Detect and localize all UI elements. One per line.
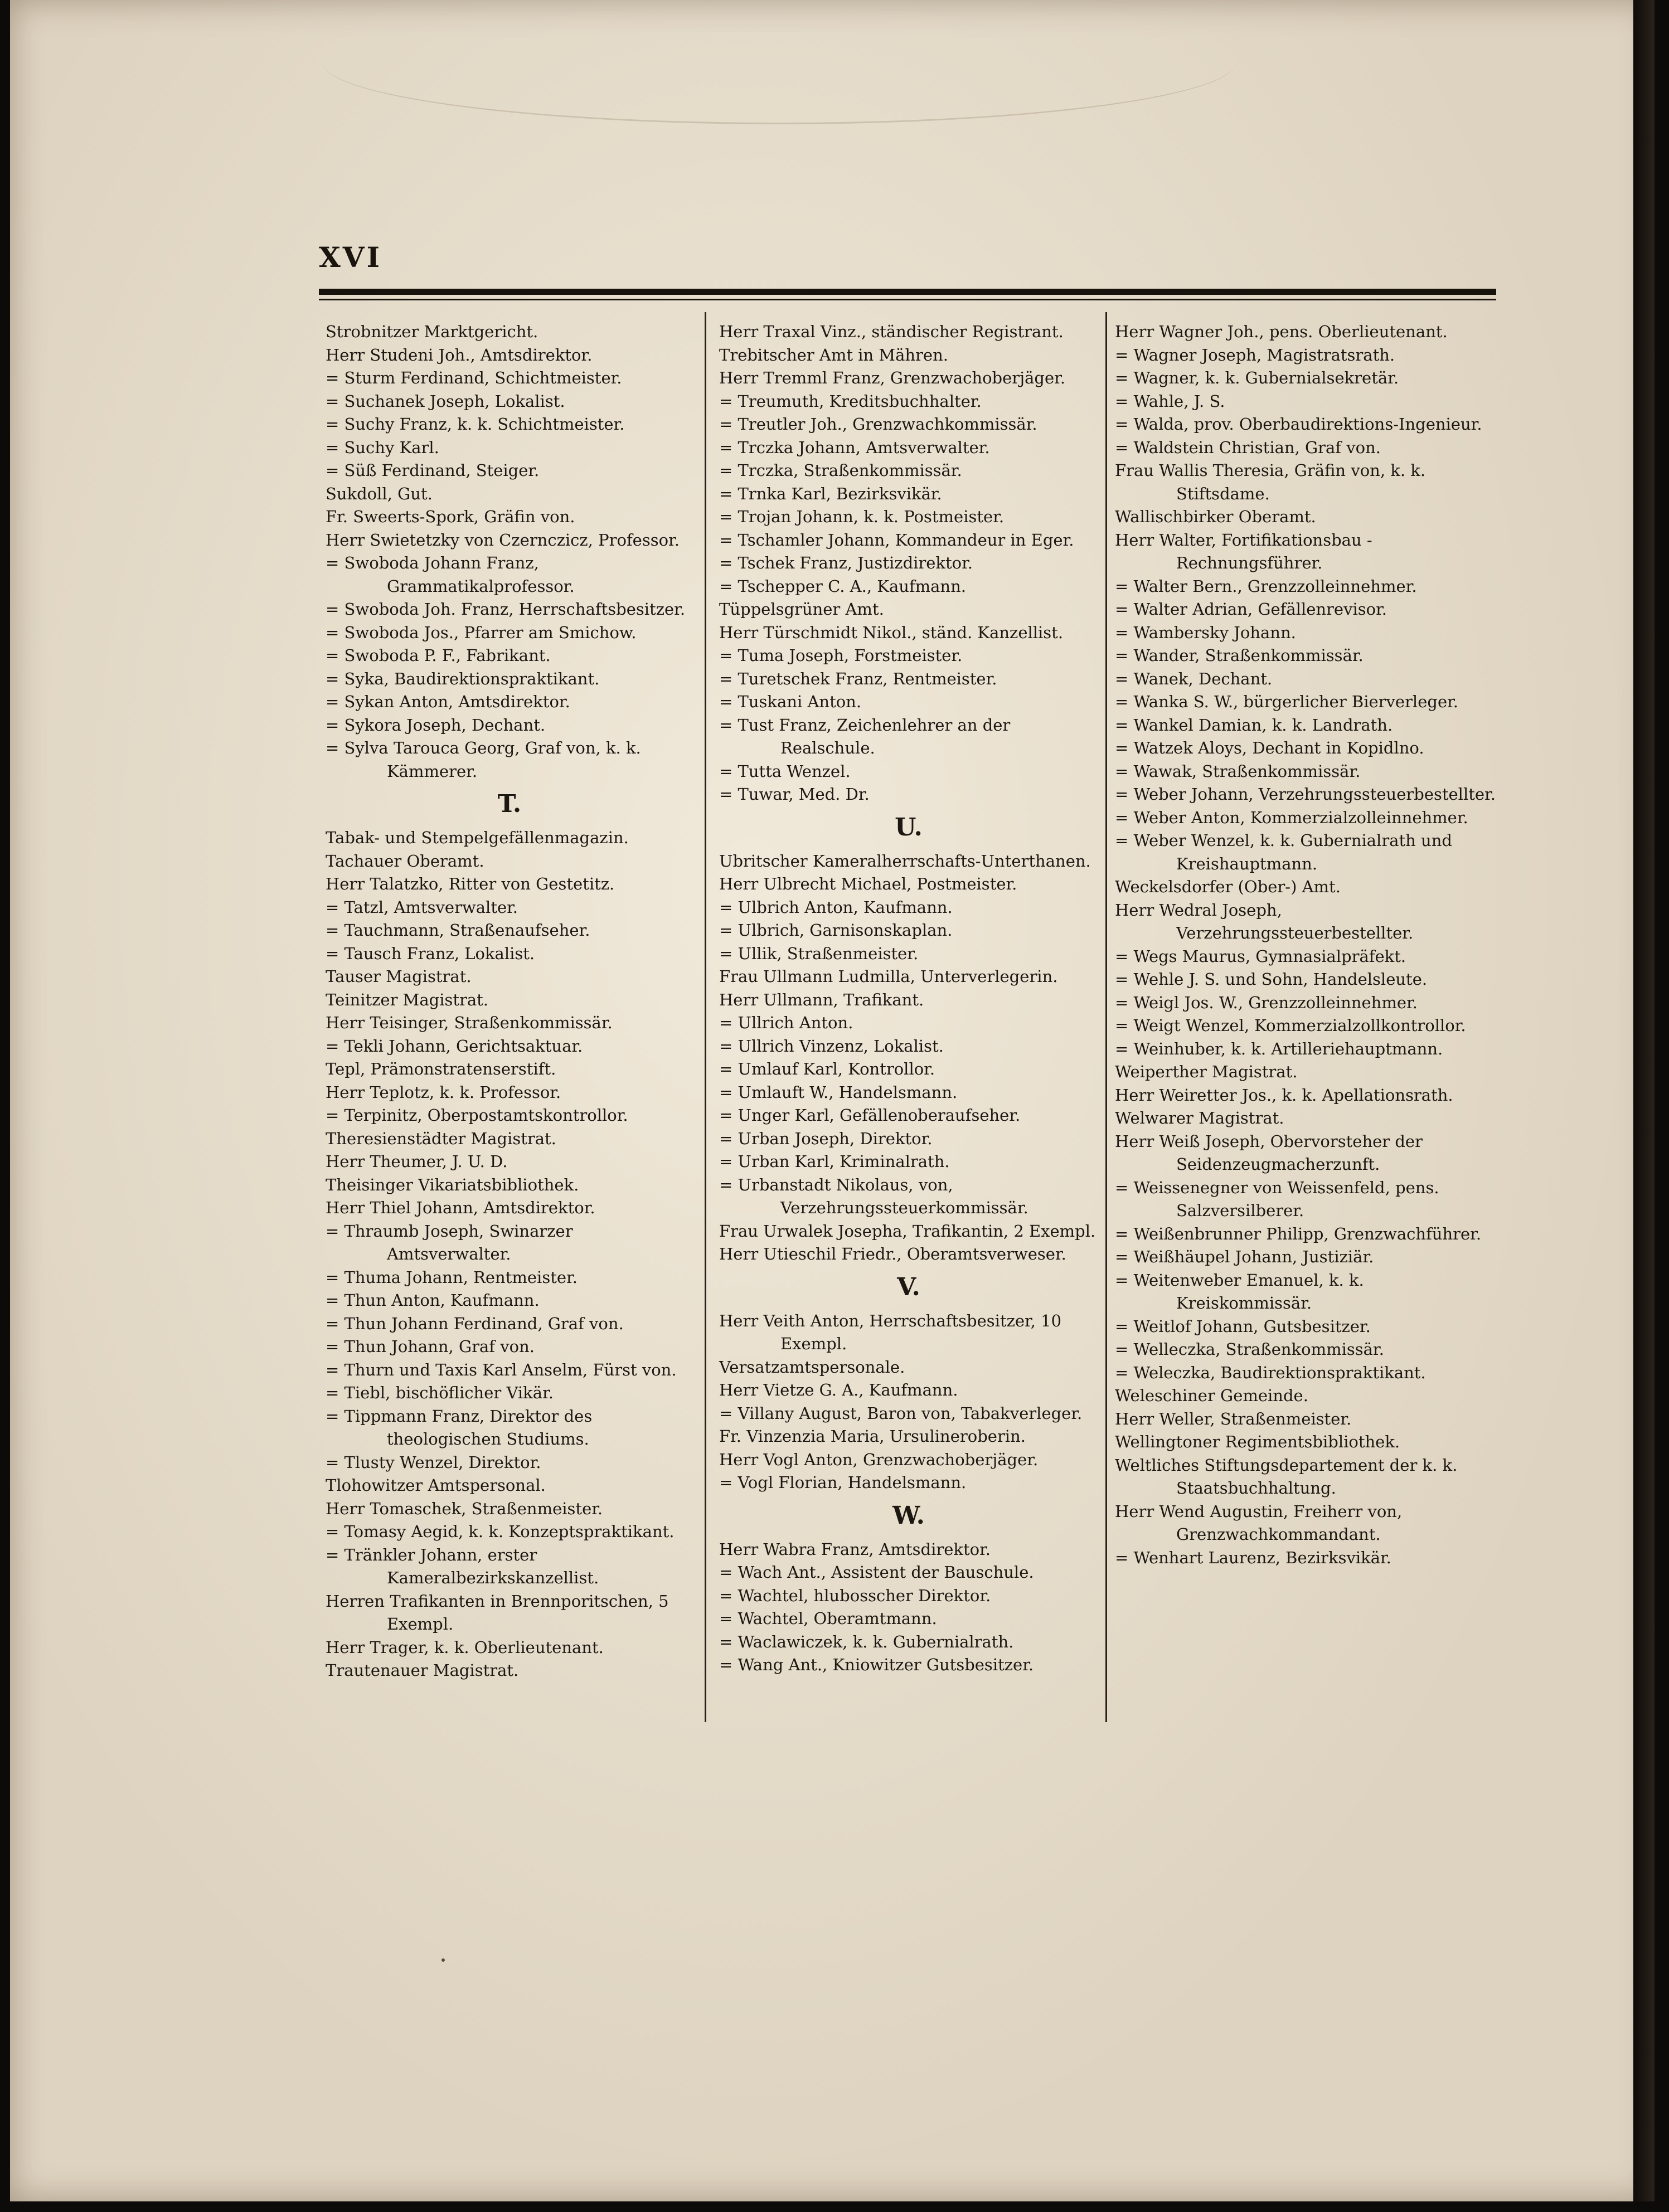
subscriber-entry: = Suchanek Joseph, Lokalist. xyxy=(326,391,565,411)
subscriber-entry: Herr Talatzko, Ritter von Gestetitz. xyxy=(326,874,615,893)
subscriber-entry: = Swoboda P. F., Fabrikant. xyxy=(326,646,551,665)
subscriber-entry: = Wach Ant., Assistent der Bauschule. xyxy=(719,1563,1034,1582)
subscriber-entry: = Swoboda Johann Franz, Grammatikalprofessor. xyxy=(326,553,575,596)
paper-fold xyxy=(322,0,1236,124)
subscriber-entry: = Thraumb Joseph, Swinarzer Amtsverwalter. xyxy=(326,1221,573,1263)
subscriber-entry: = Swoboda Jos., Pfarrer am Smichow. xyxy=(326,623,637,642)
subscriber-entry: Herr Utieschil Friedr., Oberamtsverweser. xyxy=(719,1244,1066,1263)
subscriber-entry: = Weißenbrunner Philipp, Grenzwachführer. xyxy=(1115,1224,1482,1243)
subscriber-entry: = Unger Karl, Gefällenoberaufseher. xyxy=(719,1106,1021,1125)
subscriber-entry: Herr Ullmann, Trafikant. xyxy=(719,990,924,1009)
subscriber-entry: = Umlauf Karl, Kontrollor. xyxy=(719,1059,935,1078)
subscriber-entry: Herr Weiß Joseph, Obervorsteher der Seidenzeugmacherzunft. xyxy=(1115,1131,1423,1174)
subscriber-entry: = Wawak, Straßenkommissär. xyxy=(1115,761,1361,781)
subscriber-entry: = Urban Joseph, Direktor. xyxy=(719,1129,933,1148)
subscriber-entry: = Tuwar, Med. Dr. xyxy=(719,785,870,804)
subscriber-entry: Herren Trafikanten in Brennporitschen, 5 Exempl. xyxy=(326,1591,669,1634)
subscriber-entry: Tüppelsgrüner Amt. xyxy=(719,600,884,619)
subscriber-entry: Herr Wend Augustin, Freiherr von, Grenzwachkommandant. xyxy=(1115,1501,1403,1544)
subscriber-entry: = Wanek, Dechant. xyxy=(1115,669,1273,688)
subscriber-entry: Weleschiner Gemeinde. xyxy=(1115,1386,1308,1405)
subscriber-entry: Tauser Magistrat. xyxy=(326,967,472,986)
column-divider-1 xyxy=(705,312,706,1722)
subscriber-entry: = Weigt Wenzel, Kommerzialzollkontrollor. xyxy=(1115,1016,1466,1035)
subscriber-entry: = Tlusty Wenzel, Direktor. xyxy=(326,1452,541,1472)
section-letter: T. xyxy=(497,790,522,818)
subscriber-entry: = Waclawiczek, k. k. Gubernialrath. xyxy=(719,1632,1014,1651)
subscriber-entry: = Villany August, Baron von, Tabakverleger. xyxy=(719,1403,1083,1423)
subscriber-entry: = Walter Bern., Grenzzolleinnehmer. xyxy=(1115,576,1417,596)
subscriber-entry: = Trczka, Straßenkommissär. xyxy=(719,461,962,480)
subscriber-entry: = Weitenweber Emanuel, k. k. Kreiskommissär. xyxy=(1115,1270,1364,1312)
subscriber-entry: Herr Wedral Joseph, Verzehrungssteuerbestellter. xyxy=(1115,900,1414,942)
subscriber-entry: = Ullik, Straßenmeister. xyxy=(719,944,919,963)
subscriber-entry: = Tippmann Franz, Direktor des theologischen Studiums. xyxy=(326,1406,593,1448)
subscriber-entry: Tlohowitzer Amtspersonal. xyxy=(326,1476,546,1495)
subscriber-entry: = Wang Ant., Kniowitzer Gutsbesitzer. xyxy=(719,1655,1034,1674)
page-edge-shadow xyxy=(1633,0,1655,2201)
subscriber-entry: = Wahle, J. S. xyxy=(1115,391,1225,411)
subscriber-entry: = Wehle J. S. und Sohn, Handelsleute. xyxy=(1115,970,1428,989)
subscriber-entry: Trebitscher Amt in Mähren. xyxy=(719,345,948,364)
section-letter: W. xyxy=(892,1501,925,1530)
subscriber-entry: = Thun Johann Ferdinand, Graf von. xyxy=(326,1314,624,1333)
subscriber-entry: = Wagner Joseph, Magistratsrath. xyxy=(1115,345,1395,364)
subscriber-entry: = Tränkler Johann, erster Kameralbezirkskanzellist. xyxy=(326,1545,599,1587)
subscriber-entry: = Weber Johann, Verzehrungssteuerbestellter. xyxy=(1115,785,1496,804)
subscriber-entry: = Sykan Anton, Amtsdirektor. xyxy=(326,692,570,711)
column-2 xyxy=(719,320,1098,1677)
subscriber-entry: Herr Weiretter Jos., k. k. Apellationsrath. xyxy=(1115,1085,1453,1105)
subscriber-entry: Herr Vietze G. A., Kaufmann. xyxy=(719,1380,958,1399)
subscriber-entry: Herr Tomaschek, Straßenmeister. xyxy=(326,1499,603,1518)
subscriber-entry: = Tatzl, Amtsverwalter. xyxy=(326,897,518,917)
subscriber-entry: = Tuskani Anton. xyxy=(719,692,862,711)
subscriber-entry: Fr. Sweerts-Spork, Gräfin von. xyxy=(326,507,575,526)
subscriber-entry: = Wankel Damian, k. k. Landrath. xyxy=(1115,715,1393,735)
page-number: XVI xyxy=(319,241,382,274)
subscriber-entry: = Sylva Tarouca Georg, Graf von, k. k. Kämmerer. xyxy=(326,738,641,781)
subscriber-entry: = Turetschek Franz, Rentmeister. xyxy=(719,669,997,688)
subscriber-entry: = Tschepper C. A., Kaufmann. xyxy=(719,576,967,596)
subscriber-entry: = Treutler Joh., Grenzwachkommissär. xyxy=(719,415,1037,434)
subscriber-entry: = Tust Franz, Zeichenlehrer an der Realschule. xyxy=(719,715,1011,757)
subscriber-entry: = Tauchmann, Straßenaufseher. xyxy=(326,921,590,940)
subscriber-entry: = Terpinitz, Oberpostamtskontrollor. xyxy=(326,1106,628,1125)
subscriber-entry: Versatzamtspersonale. xyxy=(719,1357,905,1377)
subscriber-entry: Herr Teplotz, k. k. Professor. xyxy=(326,1082,561,1102)
subscriber-entry: = Tomasy Aegid, k. k. Konzeptspraktikant. xyxy=(326,1522,675,1541)
subscriber-entry: = Urbanstadt Nikolaus, von, Verzehrungssteuerkommissär. xyxy=(719,1175,1028,1217)
header-rule-thin xyxy=(319,299,1496,300)
subscriber-entry: = Weigl Jos. W., Grenzzolleinnehmer. xyxy=(1115,993,1418,1012)
subscriber-entry: Herr Studeni Joh., Amtsdirektor. xyxy=(326,345,593,364)
subscriber-entry: = Urban Karl, Kriminalrath. xyxy=(719,1152,950,1171)
subscriber-entry: = Ullrich Anton. xyxy=(719,1013,853,1032)
subscriber-entry: Trautenauer Magistrat. xyxy=(326,1661,519,1680)
section-letter: U. xyxy=(895,813,923,842)
section-letter: V. xyxy=(897,1272,920,1301)
subscriber-entry: Herr Türschmidt Nikol., ständ. Kanzellist. xyxy=(719,623,1064,642)
column-divider-2 xyxy=(1105,312,1107,1722)
subscriber-entry: Teinitzer Magistrat. xyxy=(326,990,489,1009)
subscriber-entry: = Suchy Karl. xyxy=(326,437,439,457)
subscriber-entry: Tabak- und Stempelgefällenmagazin. xyxy=(326,828,629,847)
subscriber-entry: = Weinhuber, k. k. Artilleriehauptmann. xyxy=(1115,1039,1443,1058)
ink-speck xyxy=(441,1958,445,1962)
subscriber-entry: = Watzek Aloys, Dechant in Kopidlno. xyxy=(1115,738,1424,757)
header-rule-thick xyxy=(319,289,1496,295)
subscriber-entry: Strobnitzer Marktgericht. xyxy=(326,322,538,341)
subscriber-entry: = Swoboda Joh. Franz, Herrschaftsbesitzer. xyxy=(326,600,686,619)
subscriber-entry: = Syka, Baudirektionspraktikant. xyxy=(326,669,600,688)
subscriber-entry: Herr Weller, Straßenmeister. xyxy=(1115,1409,1352,1428)
subscriber-entry: = Wenhart Laurenz, Bezirksvikär. xyxy=(1115,1548,1391,1567)
subscriber-entry: = Wegs Maurus, Gymnasialpräfekt. xyxy=(1115,946,1406,966)
subscriber-entry: Herr Traxal Vinz., ständischer Registrant. xyxy=(719,322,1064,341)
subscriber-entry: = Weber Wenzel, k. k. Gubernialrath und Kreishauptmann. xyxy=(1115,831,1452,873)
subscriber-entry: = Wachtel, hlubosscher Direktor. xyxy=(719,1586,991,1605)
subscriber-entry: Herr Ulbrecht Michael, Postmeister. xyxy=(719,874,1017,893)
subscriber-entry: = Trczka Johann, Amtsverwalter. xyxy=(719,437,990,457)
subscriber-entry: = Thun Johann, Graf von. xyxy=(326,1337,535,1356)
subscriber-entry: Frau Ullmann Ludmilla, Unterverlegerin. xyxy=(719,967,1058,986)
subscriber-entry: Herr Walter, Fortifikationsbau - Rechnungsführer. xyxy=(1115,530,1372,572)
subscriber-entry: = Suchy Franz, k. k. Schichtmeister. xyxy=(326,415,625,434)
subscriber-entry: = Umlauft W., Handelsmann. xyxy=(719,1082,958,1102)
subscriber-entry: = Weber Anton, Kommerzialzolleinnehmer. xyxy=(1115,808,1468,827)
subscriber-entry: = Treumuth, Kreditsbuchhalter. xyxy=(719,391,982,411)
subscriber-entry: Weckelsdorfer (Ober-) Amt. xyxy=(1115,877,1341,896)
subscriber-entry: Welwarer Magistrat. xyxy=(1115,1109,1284,1127)
subscriber-entry: = Süß Ferdinand, Steiger. xyxy=(326,461,540,480)
column-1 xyxy=(326,320,693,1683)
subscriber-entry: Tepl, Prämonstratenserstift. xyxy=(326,1059,556,1078)
subscriber-entry: Herr Vogl Anton, Grenzwachoberjäger. xyxy=(719,1450,1039,1469)
subscriber-entry: = Tuma Joseph, Forstmeister. xyxy=(719,646,963,665)
subscriber-entry: Herr Tremml Franz, Grenzwachoberjäger. xyxy=(719,368,1066,387)
subscriber-entry: = Ulbrich Anton, Kaufmann. xyxy=(719,897,953,917)
subscriber-entry: Herr Teisinger, Straßenkommissär. xyxy=(326,1013,613,1032)
subscriber-entry: = Wachtel, Oberamtmann. xyxy=(719,1609,937,1628)
subscriber-entry: Herr Wabra Franz, Amtsdirektor. xyxy=(719,1539,991,1559)
subscriber-entry: = Welleczka, Straßenkommissär. xyxy=(1115,1340,1384,1359)
subscriber-entry: Tachauer Oberamt. xyxy=(326,851,484,871)
subscriber-entry: Frau Urwalek Josepha, Trafikantin, 2 Exempl. xyxy=(719,1221,1096,1241)
subscriber-entry: = Tiebl, bischöflicher Vikär. xyxy=(326,1383,554,1402)
subscriber-entry: = Walda, prov. Oberbaudirektions-Ingenieur. xyxy=(1115,415,1482,434)
subscriber-entry: = Weißhäupel Johann, Justiziär. xyxy=(1115,1247,1374,1266)
subscriber-entry: = Weleczka, Baudirektionspraktikant. xyxy=(1115,1363,1426,1382)
subscriber-entry: Sukdoll, Gut. xyxy=(326,484,433,503)
subscriber-entry: = Tekli Johann, Gerichtsaktuar. xyxy=(326,1036,583,1056)
subscriber-entry: = Tausch Franz, Lokalist. xyxy=(326,944,535,963)
subscriber-entry: = Tschek Franz, Justizdirektor. xyxy=(719,553,973,572)
subscriber-entry: = Ulbrich, Garnisonskaplan. xyxy=(719,921,953,940)
subscriber-entry: = Wambersky Johann. xyxy=(1115,623,1296,642)
subscriber-entry: = Waldstein Christian, Graf von. xyxy=(1115,437,1381,457)
subscriber-entry: Herr Trager, k. k. Oberlieutenant. xyxy=(326,1637,604,1657)
subscriber-entry: Wallischbirker Oberamt. xyxy=(1115,507,1316,526)
subscriber-entry: Frau Wallis Theresia, Gräfin von, k. k. Stiftsdame. xyxy=(1115,461,1426,503)
subscriber-entry: = Thun Anton, Kaufmann. xyxy=(326,1291,540,1310)
subscriber-entry: Fr. Vinzenzia Maria, Ursulineroberin. xyxy=(719,1427,1026,1446)
subscriber-entry: Theisinger Vikariatsbibliothek. xyxy=(326,1175,579,1194)
subscriber-entry: = Wander, Straßenkommissär. xyxy=(1115,646,1364,665)
subscriber-entry: = Tschamler Johann, Kommandeur in Eger. xyxy=(719,530,1074,550)
subscriber-entry: = Thuma Johann, Rentmeister. xyxy=(326,1267,578,1287)
subscriber-entry: = Wanka S. W., bürgerlicher Bierverleger. xyxy=(1115,692,1458,711)
subscriber-entry: Weltliches Stiftungsdepartement der k. k. Staatsbuchhaltung. xyxy=(1115,1455,1458,1498)
subscriber-entry: Herr Theumer, J. U. D. xyxy=(326,1152,508,1171)
subscriber-entry: = Sturm Ferdinand, Schichtmeister. xyxy=(326,368,622,387)
subscriber-entry: = Walter Adrian, Gefällenrevisor. xyxy=(1115,600,1387,619)
subscriber-entry: = Ullrich Vinzenz, Lokalist. xyxy=(719,1036,944,1056)
subscriber-entry: = Trnka Karl, Bezirksvikär. xyxy=(719,484,942,503)
subscriber-entry: Herr Swietetzky von Czernczicz, Professor. xyxy=(326,530,680,550)
subscriber-entry: = Weitlof Johann, Gutsbesitzer. xyxy=(1115,1316,1371,1336)
subscriber-entry: Herr Veith Anton, Herrschaftsbesitzer, 10 Exempl. xyxy=(719,1311,1062,1353)
subscriber-entry: = Wagner, k. k. Gubernialsekretär. xyxy=(1115,368,1399,387)
subscriber-entry: Ubritscher Kameralherrschafts-Unterthanen. xyxy=(719,851,1091,871)
subscriber-entry: Herr Wagner Joh., pens. Oberlieutenant. xyxy=(1115,322,1448,341)
subscriber-entry: = Sykora Joseph, Dechant. xyxy=(326,715,546,735)
subscriber-entry: = Weissenegner von Weissenfeld, pens. Salzversilberer. xyxy=(1115,1178,1439,1220)
subscriber-entry: = Tutta Wenzel. xyxy=(719,761,851,781)
subscriber-entry: Theresienstädter Magistrat. xyxy=(326,1129,556,1148)
subscriber-entry: = Thurn und Taxis Karl Anselm, Fürst von. xyxy=(326,1360,677,1379)
subscriber-entry: = Trojan Johann, k. k. Postmeister. xyxy=(719,507,1005,526)
subscriber-entry: Herr Thiel Johann, Amtsdirektor. xyxy=(326,1198,595,1217)
subscriber-entry: = Vogl Florian, Handelsmann. xyxy=(719,1473,967,1492)
subscriber-entry: Wellingtoner Regimentsbibliothek. xyxy=(1115,1432,1400,1451)
column-3 xyxy=(1115,320,1500,1569)
subscriber-entry: Weiperther Magistrat. xyxy=(1115,1062,1298,1081)
